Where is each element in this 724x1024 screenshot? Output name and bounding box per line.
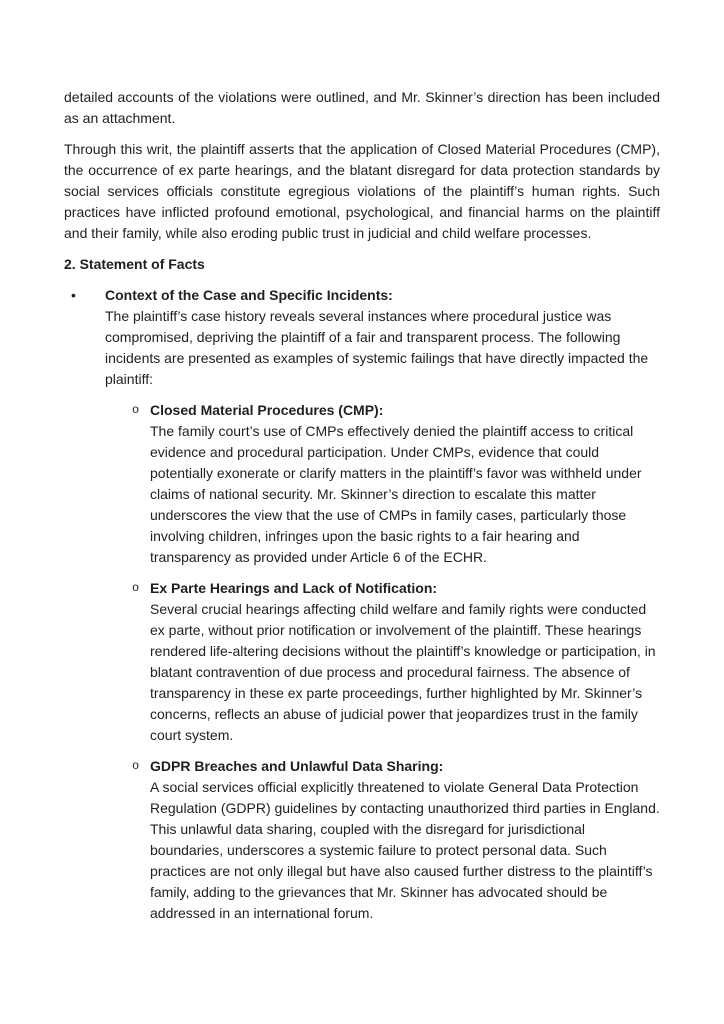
list-item-gdpr [132, 756, 660, 924]
document-content [64, 87, 660, 934]
sub-bullet-marker: o [132, 759, 140, 773]
list-item-title: Closed Material Procedures (CMP): [150, 402, 384, 418]
paragraph-writ-assertion: Through this writ, the plaintiff asserts that the application of Closed Material Procedures (CMP), the occurrence of ex parte hearings, and the blatant disregard for data protection standards by social services officials constitute egregious violations of the plaintiff’s human rights. Such practices have inflicted profound emotional, psychological, and financial harms on the plaintiff and their family, while also eroding public trust in judicial and child welfare processes. [64, 141, 660, 241]
list-item-body: Several crucial hearings affecting child welfare and family rights were conducted ex parte, without prior notification or involvement of the plaintiff. These hearings rendered life-altering decisions without the plaintiff’s knowledge or participation, in blatant contravention of due process and procedural fairness. The absence of transparency in these ex parte proceedings, further highlighted by Mr. Skinner’s concerns, reflects an abuse of judicial power that jeopardizes trust in the family court system. [150, 601, 656, 743]
list-item-title: Ex Parte Hearings and Lack of Notification: [150, 580, 438, 596]
list-item-content [150, 756, 660, 924]
list-item-content [150, 578, 660, 746]
list-item-body: A social services official explicitly threatened to violate General Data Protection Regulation (GDPR) guidelines by contacting unauthorized third parties in England. This unlawful data sharing, coupled with the disregard for jurisdictional boundaries, underscores a systemic failure to protect personal data. Such practices are not only illegal but have also caused further distress to the plaintiff’s family, adding to the grievances that Mr. Skinner has advocated should be addressed in an international forum. [150, 779, 660, 921]
list-item-cmp [132, 400, 660, 568]
section-heading-statement-of-facts: 2. Statement of Facts [64, 256, 205, 272]
paragraph-continuation: detailed accounts of the violations were outlined, and Mr. Skinner’s direction has been included as an attachment. [64, 89, 660, 126]
list-item-ex-parte [132, 578, 660, 746]
sub-bullet-marker: o [132, 581, 140, 595]
list-item-content [150, 400, 660, 568]
list-item-content [105, 285, 660, 390]
list-item-body: The plaintiff’s case history reveals several instances where procedural justice was compromised, depriving the plaintiff of a fair and transparent process. The following incidents are presented as examples of systemic failings that have directly impacted the plaintiff: [105, 308, 649, 387]
sub-bullet-marker: o [132, 403, 140, 417]
list-item-title: GDPR Breaches and Unlawful Data Sharing: [150, 758, 444, 774]
list-item-body: The family court’s use of CMPs effectively denied the plaintiff access to critical evidence and procedural participation. Under CMPs, evidence that could potentially exonerate or clarify matters in the plaintiff’s favor was withheld under claims of national security. Mr. Skinner’s direction to escalate this matter underscores the view that the use of CMPs in family cases, particularly those involving children, infringes upon the basic rights to a fair hearing and transparency as provided under Article 6 of the ECHR. [150, 423, 642, 565]
bullet-marker: • [71, 287, 76, 303]
list-item-context [71, 285, 660, 390]
list-item-title: Context of the Case and Specific Incidents: [105, 287, 393, 303]
